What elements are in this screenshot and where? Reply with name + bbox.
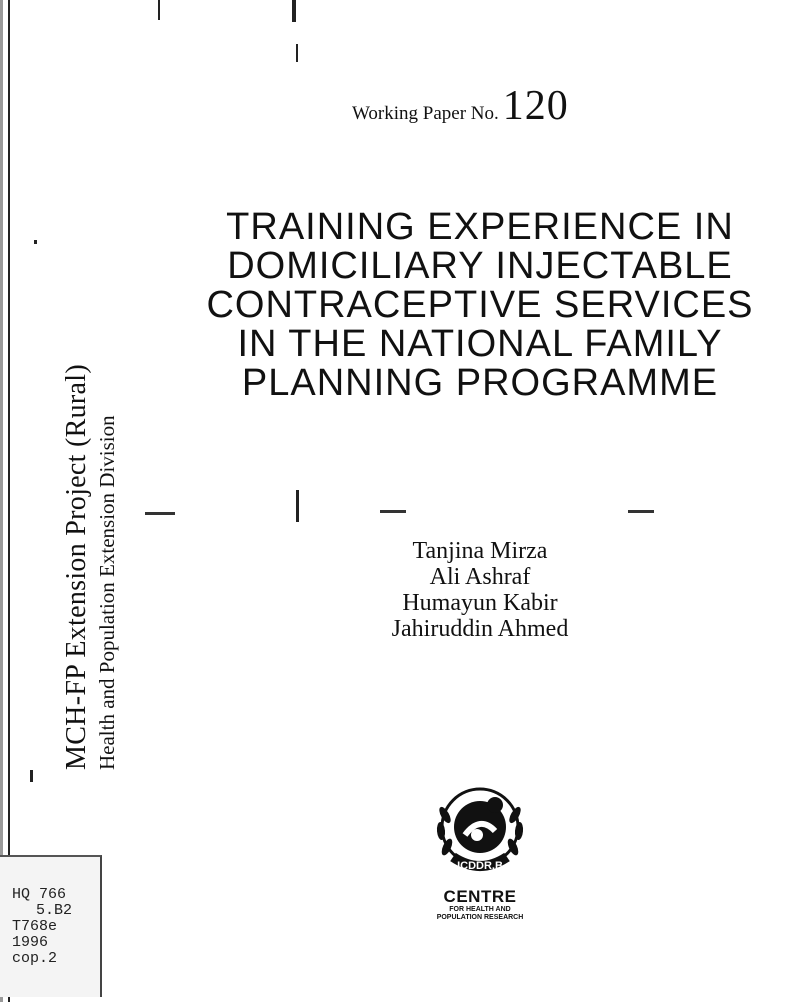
- scan-mark: [296, 44, 298, 62]
- call-number-line: 1996: [12, 934, 49, 951]
- author-name: Humayun Kabir: [402, 590, 558, 616]
- title-line: CONTRACEPTIVE SERVICES: [206, 284, 754, 326]
- scan-mark: [158, 0, 160, 20]
- scan-mark: [296, 490, 299, 522]
- icddrb-logo-icon: [425, 775, 535, 885]
- working-paper-heading: [352, 82, 569, 130]
- logo-acronym: ICDDR,B: [457, 860, 503, 872]
- logo-caption: [410, 888, 550, 922]
- scan-mark: [292, 0, 296, 22]
- author-name: Jahiruddin Ahmed: [391, 616, 569, 642]
- author-list: [330, 538, 630, 642]
- working-paper-number: 120: [502, 83, 569, 129]
- author-name: Tanjina Mirza: [412, 538, 548, 564]
- spine-division: Health and Population Extension Division: [95, 415, 119, 770]
- call-number-line: 5.B2: [36, 902, 73, 919]
- call-number-line: cop.2: [12, 950, 58, 967]
- author-name: Ali Ashraf: [429, 564, 531, 590]
- logo-centre-label: CENTRE: [443, 887, 517, 906]
- library-call-number-label: [0, 855, 102, 997]
- logo-subtitle: POPULATION RESEARCH: [436, 914, 524, 921]
- title-line: DOMICILIARY INJECTABLE: [227, 245, 733, 287]
- call-number-line: HQ 766: [12, 886, 67, 903]
- separator-dash: [145, 512, 175, 515]
- scan-mark: [34, 240, 37, 244]
- title-line: PLANNING PROGRAMME: [241, 362, 719, 404]
- spine-text: [60, 300, 140, 770]
- separator-dash: [380, 510, 406, 513]
- page-edge-shadow: [0, 0, 3, 1002]
- title-line: IN THE NATIONAL FAMILY: [237, 323, 723, 365]
- document-title: [190, 208, 770, 403]
- title-line: TRAINING EXPERIENCE IN: [226, 206, 734, 248]
- logo-subtitle: FOR HEALTH AND: [449, 906, 511, 913]
- call-number-line: T768e: [12, 918, 58, 935]
- separator-dash: [628, 510, 654, 513]
- working-paper-label: Working Paper No.: [352, 103, 499, 124]
- page-edge-line: [8, 0, 10, 1002]
- scan-mark: [30, 770, 33, 782]
- spine-project: MCH-FP Extension Project (Rural): [61, 364, 92, 770]
